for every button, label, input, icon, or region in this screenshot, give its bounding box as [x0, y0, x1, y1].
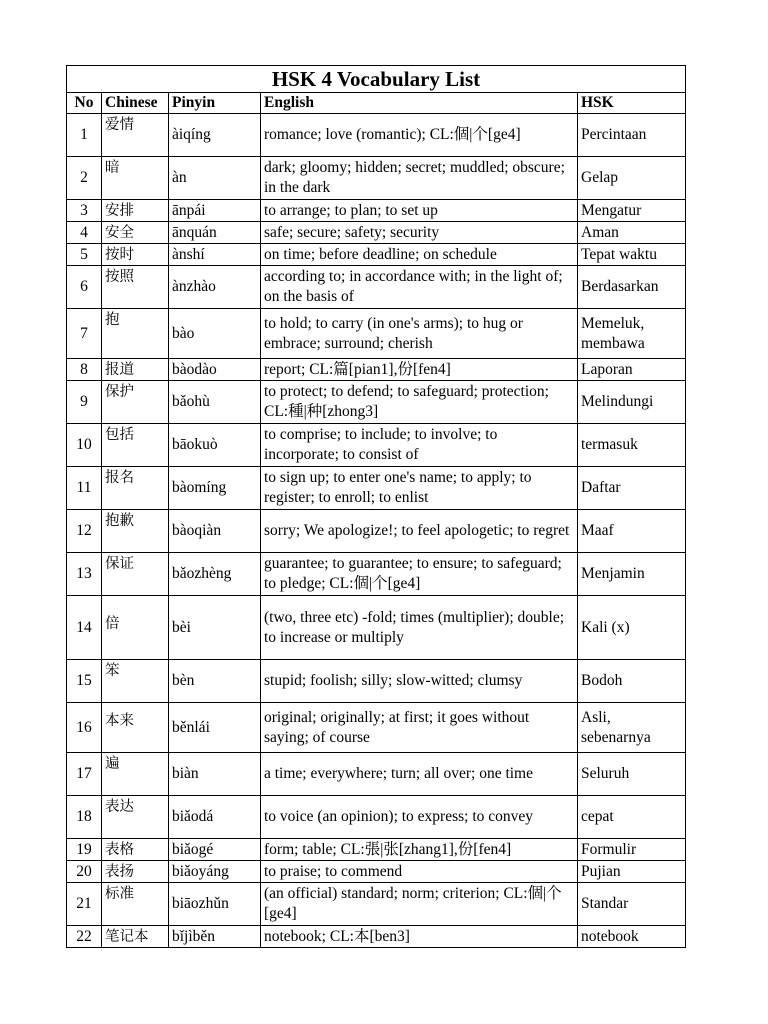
chinese-cell: 本来 — [102, 703, 169, 753]
chinese-cell: 报道 — [102, 359, 169, 381]
english-cell: to voice (an opinion); to express; to convey — [261, 796, 578, 839]
table-row — [67, 200, 686, 222]
hsk-cell: Memeluk, membawa — [578, 309, 686, 359]
row-number: 4 — [67, 222, 102, 244]
chinese-cell: 抱歉 — [102, 510, 169, 553]
chinese-cell: 抱 — [102, 309, 169, 359]
row-number: 6 — [67, 266, 102, 309]
pinyin-cell: bǎozhèng — [169, 553, 261, 596]
table-row — [67, 359, 686, 381]
row-number: 10 — [67, 424, 102, 467]
chinese-cell: 笔记本 — [102, 926, 169, 948]
row-number: 12 — [67, 510, 102, 553]
pinyin-cell: ānpái — [169, 200, 261, 222]
pinyin-cell: biǎogé — [169, 839, 261, 861]
english-cell: a time; everywhere; turn; all over; one time — [261, 753, 578, 796]
row-number: 11 — [67, 467, 102, 510]
vocabulary-sheet — [66, 65, 685, 948]
english-cell: to praise; to commend — [261, 861, 578, 883]
hsk-cell: cepat — [578, 796, 686, 839]
chinese-cell: 遍 — [102, 753, 169, 796]
row-number: 5 — [67, 244, 102, 266]
table-row — [67, 381, 686, 424]
hsk-cell: Tepat waktu — [578, 244, 686, 266]
chinese-cell: 按时 — [102, 244, 169, 266]
row-number: 2 — [67, 157, 102, 200]
hsk-cell: Pujian — [578, 861, 686, 883]
table-row — [67, 157, 686, 200]
vocabulary-table — [66, 65, 686, 948]
hsk-cell: Gelap — [578, 157, 686, 200]
chinese-cell: 暗 — [102, 157, 169, 200]
pinyin-cell: àiqíng — [169, 114, 261, 157]
english-cell: notebook; CL:本[ben3] — [261, 926, 578, 948]
pinyin-cell: biāozhǔn — [169, 883, 261, 926]
hsk-cell: Laporan — [578, 359, 686, 381]
english-cell: stupid; foolish; silly; slow-witted; clumsy — [261, 660, 578, 703]
english-cell: to comprise; to include; to involve; to incorporate; to consist of — [261, 424, 578, 467]
row-number: 13 — [67, 553, 102, 596]
english-cell: on time; before deadline; on schedule — [261, 244, 578, 266]
chinese-cell: 表扬 — [102, 861, 169, 883]
pinyin-cell: bèi — [169, 596, 261, 660]
header-no: No — [67, 93, 102, 114]
header-chinese: Chinese — [102, 93, 169, 114]
table-row — [67, 796, 686, 839]
hsk-cell: Mengatur — [578, 200, 686, 222]
chinese-cell: 安排 — [102, 200, 169, 222]
english-cell: to hold; to carry (in one's arms); to hug or embrace; surround; cherish — [261, 309, 578, 359]
pinyin-cell: ànshí — [169, 244, 261, 266]
hsk-cell: Asli, sebenarnya — [578, 703, 686, 753]
pinyin-cell: biàn — [169, 753, 261, 796]
row-number: 16 — [67, 703, 102, 753]
pinyin-cell: bàodào — [169, 359, 261, 381]
chinese-cell: 包括 — [102, 424, 169, 467]
header-row — [67, 93, 686, 114]
hsk-cell: Kali (x) — [578, 596, 686, 660]
table-row — [67, 883, 686, 926]
english-cell: safe; secure; safety; security — [261, 222, 578, 244]
hsk-cell: Berdasarkan — [578, 266, 686, 309]
table-row — [67, 553, 686, 596]
english-cell: to sign up; to enter one's name; to apply; to register; to enroll; to enlist — [261, 467, 578, 510]
table-row — [67, 926, 686, 948]
pinyin-cell: ānquán — [169, 222, 261, 244]
pinyin-cell: biǎoyáng — [169, 861, 261, 883]
row-number: 7 — [67, 309, 102, 359]
english-cell: dark; gloomy; hidden; secret; muddled; obscure; in the dark — [261, 157, 578, 200]
table-row — [67, 467, 686, 510]
hsk-cell: termasuk — [578, 424, 686, 467]
chinese-cell: 表格 — [102, 839, 169, 861]
pinyin-cell: bèn — [169, 660, 261, 703]
row-number: 14 — [67, 596, 102, 660]
pinyin-cell: běnlái — [169, 703, 261, 753]
hsk-cell: Bodoh — [578, 660, 686, 703]
row-number: 19 — [67, 839, 102, 861]
row-number: 9 — [67, 381, 102, 424]
table-row — [67, 309, 686, 359]
english-cell: romance; love (romantic); CL:個|个[ge4] — [261, 114, 578, 157]
hsk-cell: notebook — [578, 926, 686, 948]
hsk-cell: Formulir — [578, 839, 686, 861]
row-number: 22 — [67, 926, 102, 948]
row-number: 15 — [67, 660, 102, 703]
hsk-cell: Standar — [578, 883, 686, 926]
hsk-cell: Seluruh — [578, 753, 686, 796]
english-cell: form; table; CL:張|张[zhang1],份[fen4] — [261, 839, 578, 861]
hsk-cell: Maaf — [578, 510, 686, 553]
english-cell: (an official) standard; norm; criterion; CL:個|个[ge4] — [261, 883, 578, 926]
english-cell: report; CL:篇[pian1],份[fen4] — [261, 359, 578, 381]
pinyin-cell: bàomíng — [169, 467, 261, 510]
table-row — [67, 222, 686, 244]
hsk-cell: Menjamin — [578, 553, 686, 596]
header-pinyin: Pinyin — [169, 93, 261, 114]
english-cell: (two, three etc) -fold; times (multiplier); double; to increase or multiply — [261, 596, 578, 660]
pinyin-cell: ànzhào — [169, 266, 261, 309]
pinyin-cell: biǎodá — [169, 796, 261, 839]
english-cell: according to; in accordance with; in the light of; on the basis of — [261, 266, 578, 309]
page-title: HSK 4 Vocabulary List — [67, 66, 686, 93]
english-cell: original; originally; at first; it goes without saying; of course — [261, 703, 578, 753]
table-row — [67, 660, 686, 703]
chinese-cell: 倍 — [102, 596, 169, 660]
table-row — [67, 703, 686, 753]
chinese-cell: 表达 — [102, 796, 169, 839]
table-row — [67, 839, 686, 861]
row-number: 17 — [67, 753, 102, 796]
chinese-cell: 笨 — [102, 660, 169, 703]
header-english: English — [261, 93, 578, 114]
chinese-cell: 保护 — [102, 381, 169, 424]
pinyin-cell: àn — [169, 157, 261, 200]
hsk-cell: Aman — [578, 222, 686, 244]
table-row — [67, 753, 686, 796]
header-hsk: HSK — [578, 93, 686, 114]
table-row — [67, 266, 686, 309]
hsk-cell: Melindungi — [578, 381, 686, 424]
row-number: 8 — [67, 359, 102, 381]
table-row — [67, 114, 686, 157]
english-cell: sorry; We apologize!; to feel apologetic; to regret — [261, 510, 578, 553]
chinese-cell: 保证 — [102, 553, 169, 596]
pinyin-cell: bǎohù — [169, 381, 261, 424]
english-cell: guarantee; to guarantee; to ensure; to safeguard; to pledge; CL:個|个[ge4] — [261, 553, 578, 596]
chinese-cell: 安全 — [102, 222, 169, 244]
hsk-cell: Daftar — [578, 467, 686, 510]
table-row — [67, 244, 686, 266]
table-row — [67, 861, 686, 883]
row-number: 20 — [67, 861, 102, 883]
chinese-cell: 爱情 — [102, 114, 169, 157]
pinyin-cell: bǐjìběn — [169, 926, 261, 948]
row-number: 3 — [67, 200, 102, 222]
chinese-cell: 按照 — [102, 266, 169, 309]
english-cell: to arrange; to plan; to set up — [261, 200, 578, 222]
table-row — [67, 424, 686, 467]
table-row — [67, 596, 686, 660]
chinese-cell: 报名 — [102, 467, 169, 510]
row-number: 1 — [67, 114, 102, 157]
pinyin-cell: bāokuò — [169, 424, 261, 467]
table-row — [67, 510, 686, 553]
row-number: 18 — [67, 796, 102, 839]
hsk-cell: Percintaan — [578, 114, 686, 157]
english-cell: to protect; to defend; to safeguard; protection; CL:種|种[zhong3] — [261, 381, 578, 424]
row-number: 21 — [67, 883, 102, 926]
pinyin-cell: bàoqiàn — [169, 510, 261, 553]
pinyin-cell: bào — [169, 309, 261, 359]
chinese-cell: 标准 — [102, 883, 169, 926]
